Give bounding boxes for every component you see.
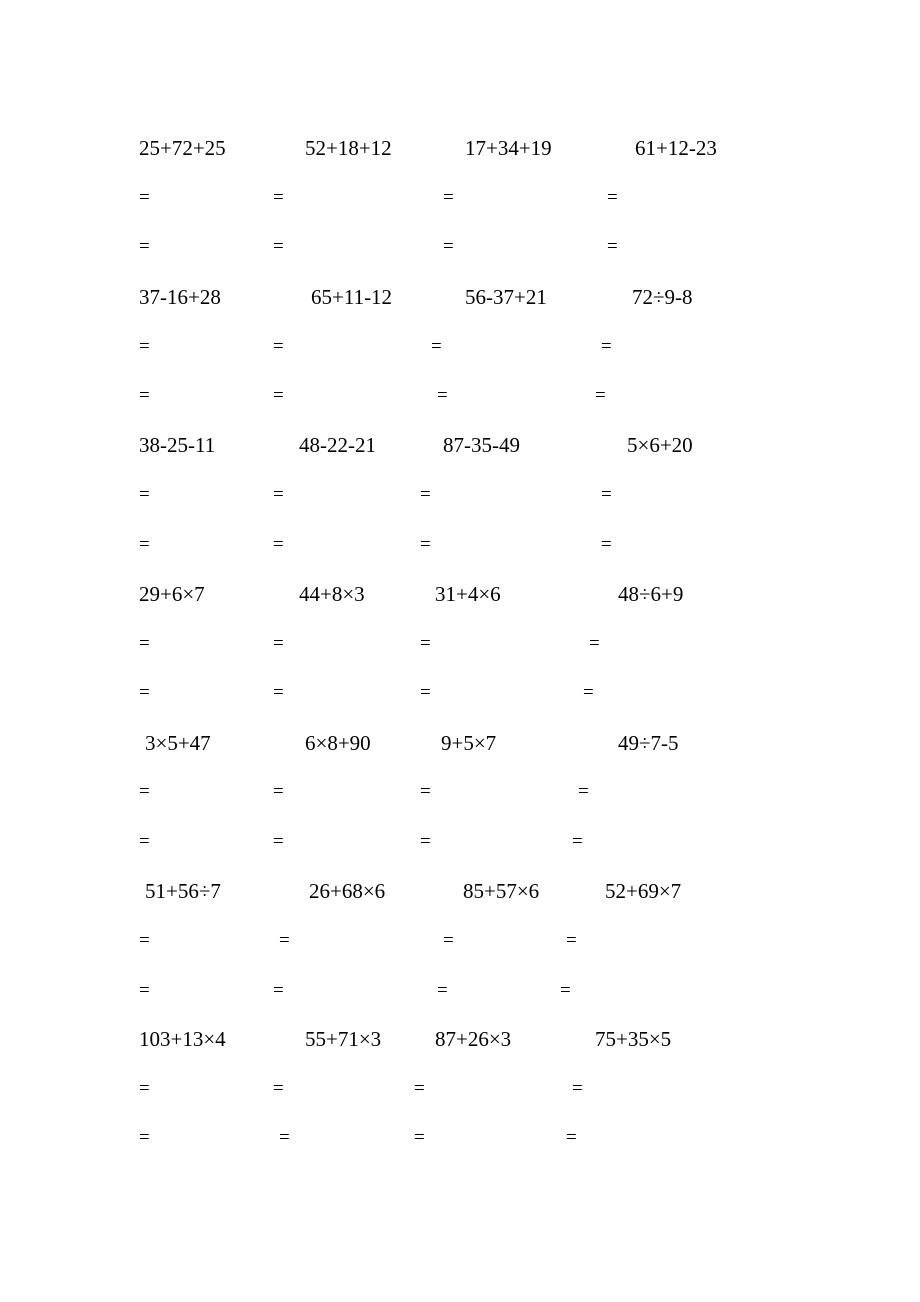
problem-r2-c3: 56-37+21 — [465, 285, 547, 309]
equals-sign: = — [279, 1127, 290, 1148]
problem-r6-c2: 26+68×6 — [309, 879, 386, 903]
equals-sign: = — [273, 633, 284, 654]
problem-r6-c3: 85+57×6 — [463, 879, 540, 903]
problem-r2-c4: 72÷9-8 — [632, 285, 693, 309]
equals-sign: = — [437, 980, 448, 1001]
equals-sign: = — [273, 236, 284, 257]
equals-sign: = — [420, 534, 431, 555]
problem-r1-c3: 17+34+19 — [465, 136, 552, 160]
equals-sign: = — [139, 336, 150, 357]
equals-sign: = — [595, 385, 606, 406]
equals-sign: = — [139, 484, 150, 505]
equals-sign: = — [139, 682, 150, 703]
problem-r2-c1: 37-16+28 — [139, 285, 221, 309]
equals-sign: = — [420, 484, 431, 505]
equals-sign: = — [566, 1127, 577, 1148]
problem-r6-c1: 51+56÷7 — [145, 879, 221, 903]
equals-sign: = — [607, 187, 618, 208]
equals-sign: = — [437, 385, 448, 406]
problem-r2-c2: 65+11-12 — [311, 285, 393, 309]
problem-r7-c1: 103+13×4 — [139, 1027, 226, 1051]
problem-r4-c4: 48÷6+9 — [618, 582, 684, 606]
equals-sign: = — [139, 236, 150, 257]
equals-sign: = — [139, 980, 150, 1001]
equals-sign: = — [273, 187, 284, 208]
problem-r3-c4: 5×6+20 — [627, 433, 693, 457]
equals-sign: = — [601, 336, 612, 357]
problem-r1-c2: 52+18+12 — [305, 136, 392, 160]
equals-sign: = — [139, 187, 150, 208]
equals-sign: = — [414, 1078, 425, 1099]
problem-r3-c2: 48-22-21 — [299, 433, 376, 457]
equals-sign: = — [273, 781, 284, 802]
problem-r7-c4: 75+35×5 — [595, 1027, 672, 1051]
problem-r1-c1: 25+72+25 — [139, 136, 226, 160]
equals-sign: = — [443, 236, 454, 257]
equals-sign: = — [583, 682, 594, 703]
problem-r4-c3: 31+4×6 — [435, 582, 501, 606]
problem-r5-c4: 49÷7-5 — [618, 731, 679, 755]
equals-sign: = — [139, 534, 150, 555]
equals-sign: = — [420, 633, 431, 654]
equals-sign: = — [589, 633, 600, 654]
equals-sign: = — [273, 980, 284, 1001]
equals-sign: = — [420, 831, 431, 852]
equals-sign: = — [578, 781, 589, 802]
equals-sign: = — [431, 336, 442, 357]
problem-r3-c3: 87-35-49 — [443, 433, 520, 457]
equals-sign: = — [273, 336, 284, 357]
problem-r6-c4: 52+69×7 — [605, 879, 682, 903]
equals-sign: = — [279, 930, 290, 951]
equals-sign: = — [273, 484, 284, 505]
equals-sign: = — [420, 682, 431, 703]
equals-sign: = — [273, 385, 284, 406]
problem-r4-c2: 44+8×3 — [299, 582, 365, 606]
equals-sign: = — [273, 1078, 284, 1099]
problem-r3-c1: 38-25-11 — [139, 433, 216, 457]
equals-sign: = — [139, 781, 150, 802]
problem-r4-c1: 29+6×7 — [139, 582, 205, 606]
equals-sign: = — [139, 633, 150, 654]
equals-sign: = — [607, 236, 618, 257]
equals-sign: = — [601, 484, 612, 505]
problem-r5-c1: 3×5+47 — [145, 731, 211, 755]
problem-r7-c3: 87+26×3 — [435, 1027, 512, 1051]
equals-sign: = — [273, 682, 284, 703]
equals-sign: = — [273, 831, 284, 852]
equals-sign: = — [566, 930, 577, 951]
equals-sign: = — [572, 831, 583, 852]
equals-sign: = — [139, 385, 150, 406]
equals-sign: = — [414, 1127, 425, 1148]
problem-r5-c3: 9+5×7 — [441, 731, 497, 755]
problem-r7-c2: 55+71×3 — [305, 1027, 382, 1051]
equals-sign: = — [560, 980, 571, 1001]
problem-r5-c2: 6×8+90 — [305, 731, 371, 755]
equals-sign: = — [273, 534, 284, 555]
equals-sign: = — [139, 831, 150, 852]
problem-r1-c4: 61+12-23 — [635, 136, 717, 160]
equals-sign: = — [443, 930, 454, 951]
equals-sign: = — [420, 781, 431, 802]
equals-sign: = — [139, 930, 150, 951]
equals-sign: = — [139, 1078, 150, 1099]
equals-sign: = — [139, 1127, 150, 1148]
equals-sign: = — [601, 534, 612, 555]
equals-sign: = — [572, 1078, 583, 1099]
equals-sign: = — [443, 187, 454, 208]
